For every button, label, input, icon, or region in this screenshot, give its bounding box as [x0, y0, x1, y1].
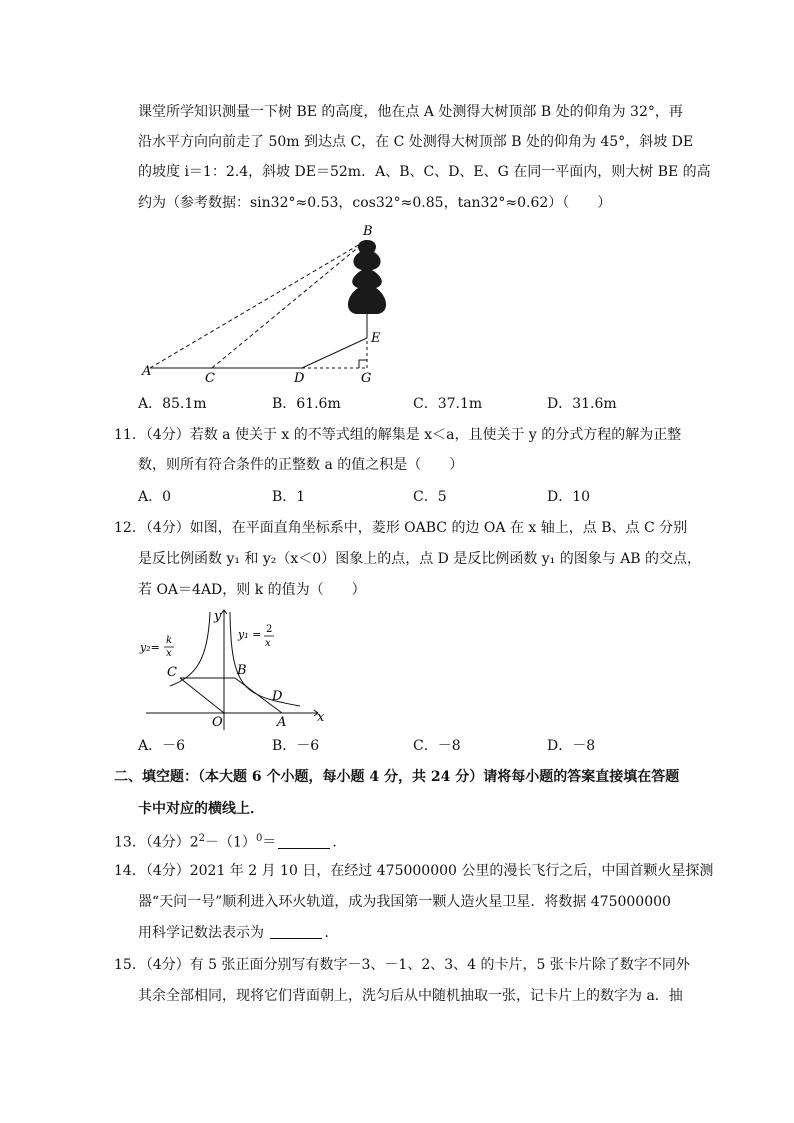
axis-label-x: x — [317, 710, 325, 725]
q14-end: ． — [324, 925, 339, 941]
q12-option-b: B．－6 — [272, 738, 320, 754]
label-C: C — [167, 665, 177, 680]
q12-option-c: C．－8 — [413, 738, 461, 754]
label-A: A — [142, 364, 152, 379]
q14-line-2: 器“天问一号”顺利进入环火轨道，成为我国第一颗人造火星卫星．将数据 475000000 — [138, 894, 671, 910]
q13-exponent: 2 — [198, 833, 206, 844]
q13-equals: ＝ — [262, 834, 277, 851]
y2-label: y₂= — [140, 641, 160, 654]
q12-option-d: D．－8 — [547, 738, 596, 754]
q10-option-c: C．37.1m — [413, 396, 483, 412]
q12-line-2: 是反比例函数 y₁ 和 y₂（x＜0）图象上的点，点 D 是反比例函数 y₁ 的图象与 AB 的交点， — [138, 551, 702, 567]
q12-line-3: 若 OA＝4AD，则 k 的值为（ ） — [138, 582, 366, 598]
label-C: C — [205, 371, 215, 386]
q12-line-1: 12．（4分）如图，在平面直角坐标系中，菱形 OABC 的边 OA 在 x 轴上，点 B、点 C 分别 — [114, 520, 688, 536]
q10-option-d: D．31.6m — [547, 396, 617, 412]
label-B: B — [237, 663, 247, 678]
q13-middle: －（1） — [205, 834, 256, 851]
q13-end: ． — [332, 834, 347, 851]
q10-option-a: A．85.1m — [138, 396, 207, 412]
q13-prefix: 13．（4分）2 — [114, 834, 199, 851]
y1-denominator: x — [265, 638, 271, 649]
section-2-heading-line-1: 二、填空题：（本大题 6 个小题，每小题 4 分，共 24 分）请将每小题的答案直接填在答题 — [114, 769, 680, 785]
q14-line-3 — [138, 923, 338, 943]
label-D: D — [294, 371, 305, 386]
y1-label: y₁ = — [238, 628, 262, 641]
q12-option-a: A．－6 — [138, 738, 186, 754]
q13-line — [114, 829, 346, 849]
q13-answer-blank[interactable] — [278, 834, 330, 849]
q10-option-b: B．61.6m — [272, 396, 341, 412]
y2-denominator: x — [166, 648, 172, 659]
q10-line-1: 课堂所学知识测量一下树 BE 的高度，他在点 A 处测得大树顶部 B 处的仰角为 32°，再 — [138, 104, 683, 120]
label-D: D — [272, 689, 283, 704]
q14-answer-blank[interactable] — [270, 924, 322, 939]
q14-line-1: 14．（4分）2021 年 2 月 10 日，在经过 475000000 公里的漫长飞行之后，中国首颗火星探测 — [114, 863, 714, 879]
q10-line-2: 沿水平方向向前走了 50m 到达点 C，在 C 处测得大树顶部 B 处的仰角为 45°，斜坡 DE — [138, 134, 694, 150]
label-E: E — [371, 331, 381, 346]
label-A: A — [277, 715, 287, 730]
y1-numerator: 2 — [266, 624, 273, 635]
label-G: G — [361, 371, 372, 386]
label-B: B — [363, 224, 373, 239]
section-2-heading-line-2: 卡中对应的横线上． — [138, 801, 264, 817]
q11-option-d: D．10 — [547, 489, 591, 505]
q11-line-2: 数，则所有符合条件的正整数 a 的值之积是（ ） — [138, 457, 464, 473]
q15-line-1: 15．（4分）有 5 张正面分别写有数字－3、－1、2、3、4 的卡片，5 张卡片除了数字不同外 — [114, 957, 690, 973]
q11-option-c: C．5 — [413, 489, 447, 505]
axis-label-y: y — [214, 609, 222, 624]
q11-option-b: B．1 — [272, 489, 306, 505]
q14-line-3-text: 用科学记数法表示为 — [138, 925, 264, 941]
label-O: O — [212, 715, 223, 730]
q15-line-2: 其余全部相同，现将它们背面朝上，洗匀后从中随机抽取一张，记卡片上的数字为 a．抽 — [138, 988, 683, 1004]
y2-numerator: k — [166, 635, 173, 646]
q11-option-a: A．0 — [138, 489, 172, 505]
q13-exponent-2: 0 — [255, 833, 263, 844]
q11-line-1: 11．（4分）若数 a 使关于 x 的不等式组的解集是 x＜a，且使关于 y 的分式方程的解为正整 — [114, 427, 682, 443]
q10-line-4: 约为（参考数据：sin32°≈0.53，cos32°≈0.85，tan32°≈0.62）（ ） — [138, 195, 612, 211]
q10-line-3: 的坡度 i＝1：2.4，斜坡 DE＝52m．A、B、C、D、E、G 在同一平面内，则大树 BE 的高 — [138, 164, 711, 180]
